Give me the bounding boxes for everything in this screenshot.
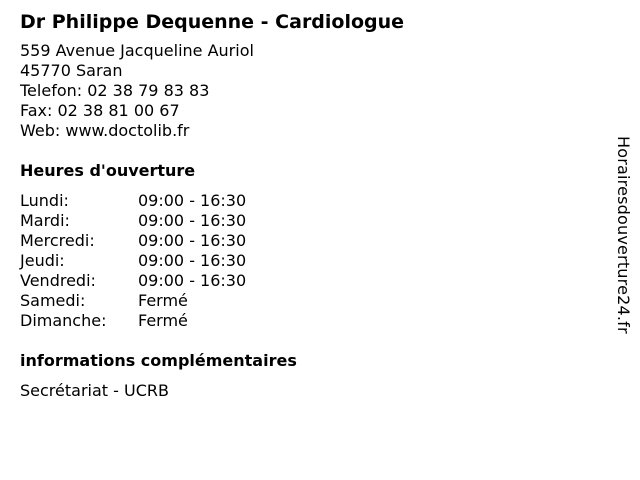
day-label: Samedi: — [20, 291, 86, 310]
opening-hours-heading: Heures d'ouverture — [20, 161, 196, 180]
page-title: Dr Philippe Dequenne - Cardiologue — [20, 11, 405, 33]
day-label: Jeudi: — [20, 251, 65, 270]
hours-row-tuesday — [20, 211, 600, 231]
site-watermark: Horairesdouverture24.fr — [614, 136, 633, 334]
website: Web: www.doctolib.fr — [20, 121, 190, 140]
day-label: Lundi: — [20, 191, 69, 210]
time-value: Fermé — [138, 311, 188, 330]
address-block — [20, 41, 600, 141]
city-postal-code: 45770 Saran — [20, 61, 123, 80]
time-value: 09:00 - 16:30 — [138, 211, 247, 230]
fax-number: Fax: 02 38 81 00 67 — [20, 101, 180, 120]
additional-info-heading: informations complémentaires — [20, 351, 297, 370]
hours-row-wednesday — [20, 231, 600, 251]
opening-hours-table — [20, 191, 600, 331]
time-value: 09:00 - 16:30 — [138, 231, 247, 250]
additional-info-text: Secrétariat - UCRB — [20, 381, 169, 400]
time-value: 09:00 - 16:30 — [138, 191, 247, 210]
hours-row-saturday — [20, 291, 600, 311]
time-value: 09:00 - 16:30 — [138, 251, 247, 270]
time-value: 09:00 - 16:30 — [138, 271, 247, 290]
time-value: Fermé — [138, 291, 188, 310]
day-label: Mardi: — [20, 211, 70, 230]
hours-row-sunday — [20, 311, 600, 331]
street-address: 559 Avenue Jacqueline Auriol — [20, 41, 254, 60]
hours-row-monday — [20, 191, 600, 211]
day-label: Dimanche: — [20, 311, 107, 330]
hours-row-friday — [20, 271, 600, 291]
day-label: Mercredi: — [20, 231, 95, 250]
hours-row-thursday — [20, 251, 600, 271]
phone-number: Telefon: 02 38 79 83 83 — [20, 81, 210, 100]
business-card — [20, 9, 600, 401]
day-label: Vendredi: — [20, 271, 96, 290]
